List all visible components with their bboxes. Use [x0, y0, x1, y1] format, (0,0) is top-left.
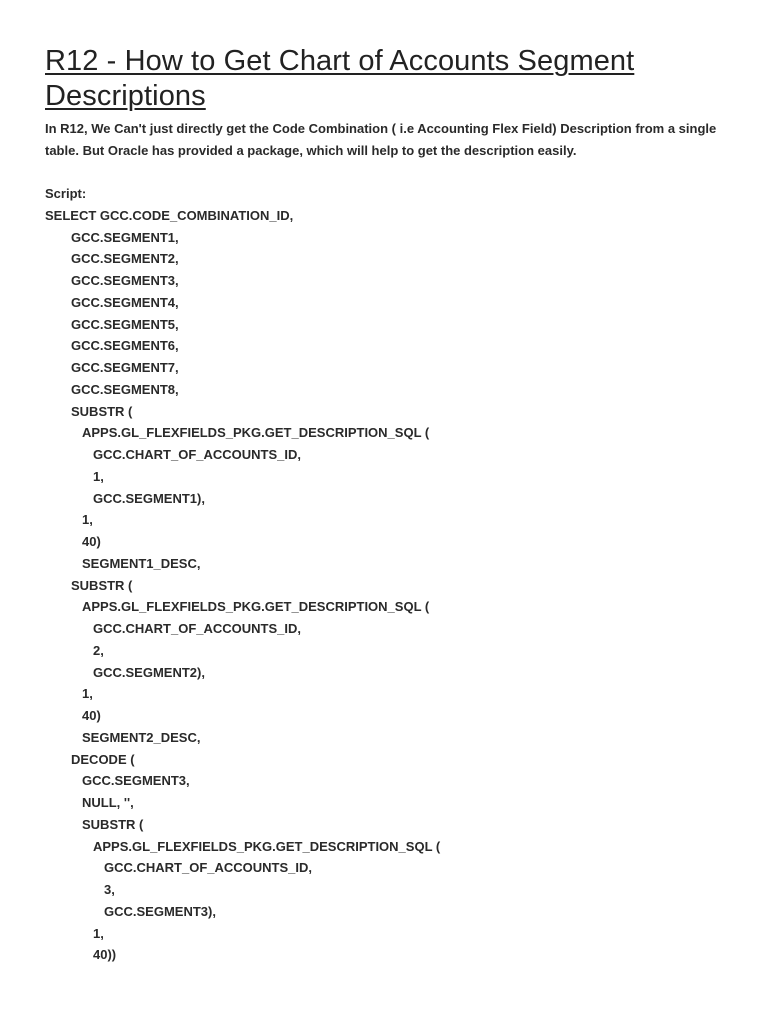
code-line: GCC.SEGMENT3,	[82, 773, 190, 789]
document-title: R12 - How to Get Chart of Accounts Segment Descriptions	[45, 45, 635, 112]
code-line: DECODE (	[71, 751, 135, 767]
code-line: GCC.CHART_OF_ACCOUNTS_ID,	[93, 447, 302, 463]
code-line: SUBSTR (	[71, 403, 133, 419]
code-line: SUBSTR (	[71, 577, 133, 593]
code-line: 1,	[82, 512, 93, 528]
code-line: GCC.CHART_OF_ACCOUNTS_ID,	[93, 621, 302, 637]
code-line: SEGMENT2_DESC,	[82, 729, 201, 745]
code-line: SEGMENT1_DESC,	[82, 555, 201, 571]
code-line: GCC.SEGMENT3),	[104, 903, 216, 919]
code-line: APPS.GL_FLEXFIELDS_PKG.GET_DESCRIPTION_SQL (	[82, 599, 430, 615]
code-line: GCC.SEGMENT6,	[71, 338, 179, 354]
code-line: APPS.GL_FLEXFIELDS_PKG.GET_DESCRIPTION_SQL (	[82, 425, 430, 441]
code-line: GCC.SEGMENT1,	[71, 229, 179, 245]
code-line: SUBSTR (	[82, 816, 144, 832]
code-line: 2,	[93, 642, 104, 658]
code-line: 1,	[93, 925, 104, 941]
document-page	[45, 44, 735, 966]
intro-paragraph: In R12, We Can't just directly get the Code Combination ( i.e Accounting Flex Field) Description from a single table. But Oracle has provided a package, which will help to get the description easily.	[45, 121, 717, 158]
code-line: NULL, '',	[82, 795, 134, 811]
code-line: 1,	[93, 468, 104, 484]
code-line: GCC.SEGMENT2),	[93, 664, 205, 680]
code-line: 40))	[93, 947, 117, 963]
code-line: 1,	[82, 686, 93, 702]
sql-code-block	[45, 205, 735, 966]
code-line: GCC.SEGMENT4,	[71, 294, 179, 310]
code-line: APPS.GL_FLEXFIELDS_PKG.GET_DESCRIPTION_SQL (	[93, 838, 441, 854]
code-line: 40)	[82, 708, 101, 724]
code-line: 40)	[82, 534, 101, 550]
code-line: GCC.SEGMENT8,	[71, 381, 179, 397]
code-line: GCC.SEGMENT7,	[71, 360, 179, 376]
code-line: SELECT GCC.CODE_COMBINATION_ID,	[45, 207, 294, 223]
code-line: GCC.CHART_OF_ACCOUNTS_ID,	[104, 860, 313, 876]
code-line: GCC.SEGMENT3,	[71, 273, 179, 289]
code-line: GCC.SEGMENT1),	[93, 490, 205, 506]
code-line: GCC.SEGMENT2,	[71, 251, 179, 267]
code-line: GCC.SEGMENT5,	[71, 316, 179, 332]
script-label: Script:	[45, 186, 87, 202]
code-line: 3,	[104, 882, 115, 898]
